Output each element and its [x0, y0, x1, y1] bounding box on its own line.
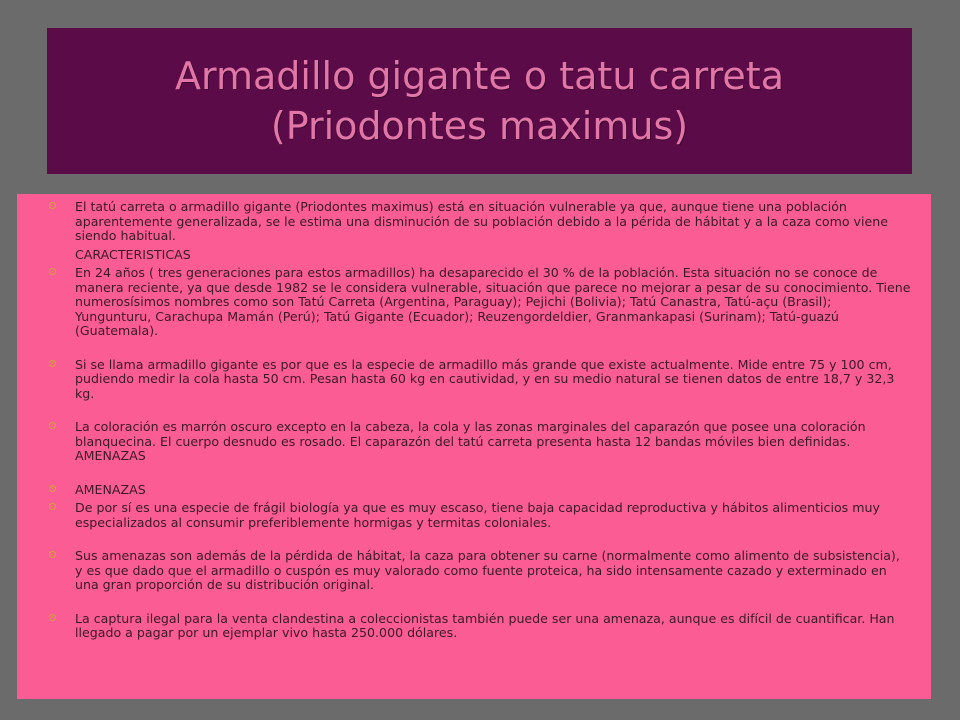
- slide-content: [17, 194, 931, 699]
- paragraph-coloration: [49, 420, 911, 464]
- paragraph-text: Sus amenazas son además de la pérdida de hábitat, la caza para obtener su carne (normalmente como alimento de subsistencia), y es que dado que el armadillo o cuspón es muy valorado como fuente proteica, ha sido intensamente cazado y exterminado en una gran proporción de su distribución original.: [75, 548, 900, 592]
- paragraph-status: [49, 200, 911, 244]
- paragraph-text: CARACTERISTICAS: [75, 246, 191, 262]
- bullet-icon: [49, 485, 56, 492]
- paragraph-biology: [49, 501, 911, 530]
- paragraph-text: La captura ilegal para la venta clandestina a coleccionistas también puede ser una amenaza, aunque es difícil de cuantificar. Han llegado a pagar por un ejemplar vivo hasta 250.000 dólares.: [75, 610, 895, 640]
- bullet-icon: [49, 268, 56, 275]
- paragraph-text: AMENAZAS: [75, 481, 146, 497]
- paragraph-illegal-capture: [49, 612, 911, 641]
- paragraph-text: Si se llama armadillo gigante es por que es la especie de armadillo más grande que existe actualmente. Mide entre 75 y 100 cm, pudiendo medir la cola hasta 50 cm. Pesan hasta 60 kg en cautividad, y en su medio natural se tienen datos de entre 18,7 y 32,3 kg.: [75, 356, 895, 401]
- bullet-icon: [49, 614, 56, 621]
- bullet-icon: [49, 360, 56, 367]
- paragraph-text: De por sí es una especie de frágil biología ya que es muy escaso, tiene baja capacidad reproductiva y hábitos alimenticios muy especializados al consumir preferiblemente hormigas y termitas coloniales.: [75, 500, 880, 530]
- paragraph-size: [49, 358, 911, 402]
- slide-title-box: [47, 28, 912, 174]
- paragraph-text: En 24 años ( tres generaciones para estos armadillos) ha desaparecido el 30 % de la población. Esta situación no se conoce de manera reciente, ya que desde 1982 se le considera vulnerable, situación que parece no mejorar a pesar de su conocimiento. Tiene numerosísimos nombres como son Tatú Carreta (Argentina, Paraguay); Pejichi (Bolivia); Tatú Canastra, Tatú-açu (Brasil); Yungunturu, Carachupa Mamán (Perú); Tatú Gigante (Ecuador); Reuzengordeldier, Granmankapasi (Surinam); Tatú-guazú (Guatemala).: [75, 265, 911, 338]
- paragraph-heading-caracteristicas: [49, 248, 911, 263]
- bullet-icon: [49, 503, 56, 510]
- bullet-icon: [49, 551, 56, 558]
- paragraph-threats: [49, 549, 911, 593]
- bullet-icon: [49, 422, 56, 429]
- paragraph-text: El tatú carreta o armadillo gigante (Priodontes maximus) está en situación vulnerable ya que, aunque tiene una población aparentemente generalizada, se le estima una disminución de su población debido a la périda de hábitat y a la caza como viene siendo habitual.: [75, 199, 888, 243]
- paragraph-text: La coloración es marrón oscuro excepto en la cabeza, la cola y las zonas marginales del caparazón que posee una coloración blanquecina. El cuerpo desnudo es rosado. El caparazón del tatú carreta presenta hasta 12 bandas móviles bien definidas. AMENAZAS: [75, 419, 866, 463]
- slide-title: Armadillo gigante o tatu carreta (Priodontes maximus): [175, 54, 784, 148]
- paragraph-heading-amenazas: [49, 483, 911, 498]
- paragraph-history: [49, 266, 911, 339]
- bullet-icon: [49, 202, 56, 209]
